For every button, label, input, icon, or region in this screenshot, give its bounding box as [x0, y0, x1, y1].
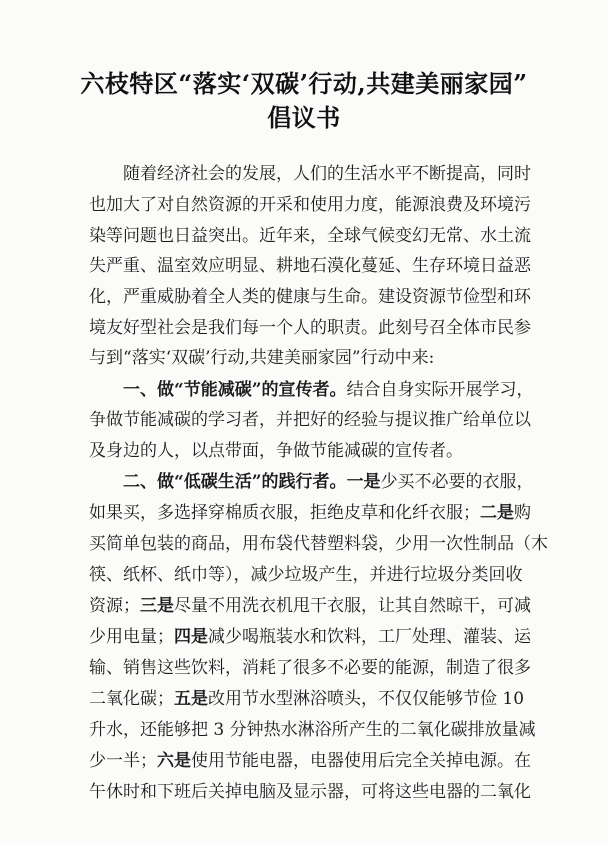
paragraph-line: 午休时和下班后关掉电脑及显示器，可将这些电器的二氧化: [89, 782, 531, 802]
line-segment: 使用节能电器，电器使用后完全关掉电源。在: [191, 751, 531, 771]
document-title-line-2: 倡议书: [267, 103, 341, 132]
paragraph-line: 争做节能减碳的学习者，并把好的经验与提议推广给单位以: [89, 410, 531, 430]
section-2-heading: 二、做“低碳生活”的践行者。: [123, 472, 347, 492]
paragraph-line: [89, 596, 531, 616]
paragraph-line: 随着经济社会的发展，人们的生活水平不断提高，同时: [123, 164, 531, 184]
paragraph-line: [89, 689, 524, 709]
paragraph-line: 境友好型社会是我们每一个人的职责。此刻号召全体市民参: [89, 318, 531, 338]
paragraph-line: 筷、纸杯、纸巾等），减少垃圾产生，并进行垃圾分类回收: [89, 565, 523, 585]
point-label-6: 六是: [157, 751, 191, 771]
line-segment: 少用电量；: [89, 627, 174, 647]
paragraph-line: [89, 627, 531, 647]
section-2-text: 少买不必要的衣服，: [380, 472, 534, 492]
section-1-text: 结合自身实际开展学习，: [346, 380, 534, 400]
line-segment: 二氧化碳；: [89, 689, 174, 709]
line-segment: 改用节水型淋浴喷头，不仅仅能够节俭 10: [208, 689, 525, 709]
section-2-line: [123, 472, 534, 492]
paragraph-line: 升水，还能够把 3 分钟热水淋浴所产生的二氧化碳排放量减: [89, 720, 536, 740]
line-segment: 尽量不用洗衣机甩干衣服，让其自然晾干，可减: [174, 596, 531, 616]
section-1-line: [123, 380, 534, 400]
paragraph-line: 化，严重威胁着全人类的健康与生命。建设资源节俭型和环: [89, 287, 531, 307]
paragraph-line: 与到“落实‘双碳’行动,共建美丽家园”行动中来:: [89, 348, 435, 368]
point-label-2: 二是: [480, 503, 514, 523]
point-label-5: 五是: [174, 689, 208, 709]
document-title-line-1: 六枝特区“落实‘双碳’行动,共建美丽家园”: [80, 69, 528, 98]
paragraph-line: [89, 503, 531, 523]
line-segment: 如果买，多选择穿棉质衣服，拒绝皮草和化纤衣服；: [89, 503, 480, 523]
point-label-4: 四是: [174, 627, 208, 647]
paragraph-line: [89, 751, 531, 771]
line-segment: 资源；: [89, 596, 140, 616]
paragraph-line: 输、销售这些饮料，消耗了很多不必要的能源，制造了很多: [89, 658, 531, 678]
section-1-heading: 一、做“节能减碳”的宣传者。: [123, 380, 347, 400]
line-segment: 少一半；: [89, 751, 157, 771]
paragraph-line: 染等问题也日益突出。近年来，全球气候变幻无常、水土流: [89, 226, 531, 246]
paragraph-line: 也加大了对自然资源的开采和使用力度，能源浪费及环境污: [89, 195, 531, 215]
line-segment: 购: [514, 503, 531, 523]
paragraph-line: 买简单包装的商品，用布袋代替塑料袋，少用一次性制品（木: [89, 534, 548, 554]
paragraph-line: 失严重、温室效应明显、耕地石漠化蔓延、生存环境日益恶: [89, 256, 531, 276]
paragraph-line: 及身边的人，以点带面，争做节能减碳的宣传者。: [89, 441, 463, 461]
line-segment: 减少喝瓶装水和饮料，工厂处理、灌装、运: [208, 627, 531, 647]
point-label-3: 三是: [140, 596, 174, 616]
point-label-1: 一是: [346, 472, 381, 492]
